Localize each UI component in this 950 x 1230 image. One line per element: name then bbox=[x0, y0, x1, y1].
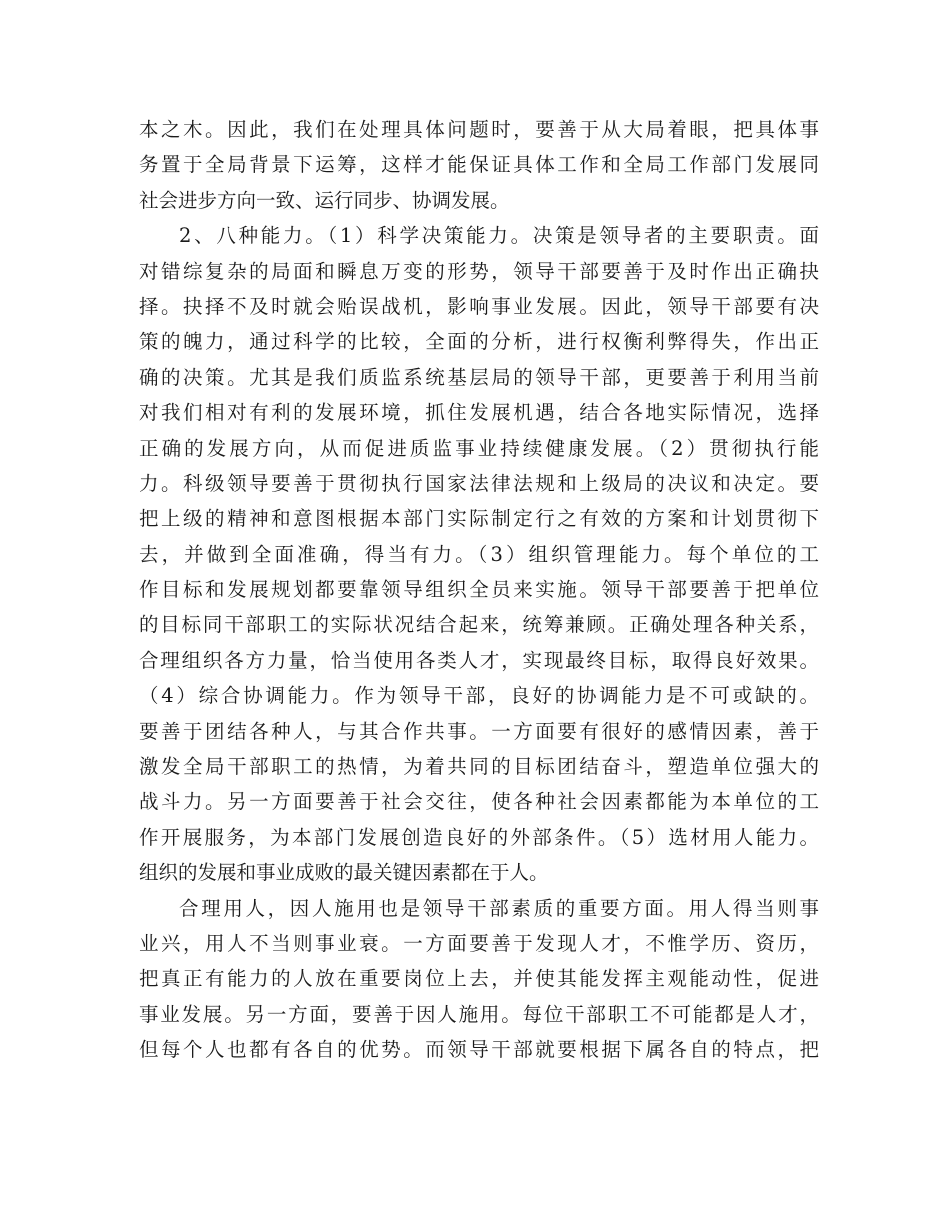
text-line: 确的决策。尤其是我们质监系统基层局的领导干部，更要善于利用当前 bbox=[139, 365, 819, 389]
text-line: 但每个人也都有各自的优势。而领导干部就要根据下属各自的特点，把 bbox=[139, 1038, 819, 1062]
text-line: 激发全局干部职工的热情，为着共同的目标团结奋斗，塑造单位强大的 bbox=[139, 755, 819, 779]
text-line: 作开展服务，为本部门发展创造良好的外部条件。（5）选材用人能力。 bbox=[139, 825, 819, 849]
text-line: 要善于团结各种人，与其合作共事。一方面要有很好的感情因素，善于 bbox=[139, 719, 819, 743]
text-line: 的目标同干部职工的实际状况结合起来，统筹兼顾。正确处理各种关系， bbox=[139, 613, 819, 637]
text-line: 把上级的精神和意图根据本部门实际制定行之有效的方案和计划贯彻下 bbox=[139, 507, 819, 531]
text-line: 去，并做到全面准确，得当有力。（3）组织管理能力。每个单位的工 bbox=[139, 542, 819, 566]
text-line: 作目标和发展规划都要靠领导组织全员来实施。领导干部要善于把单位 bbox=[139, 578, 819, 602]
text-line: 业兴，用人不当则事业衰。一方面要善于发现人才，不惟学历、资历， bbox=[139, 931, 819, 955]
text-line: 务置于全局背景下运筹，这样才能保证具体工作和全局工作部门发展同 bbox=[139, 153, 819, 177]
paragraph-first-line: 2、八种能力。（1）科学决策能力。决策是领导者的主要职责。面 bbox=[179, 224, 819, 248]
paragraph-first-line: 合理用人，因人施用也是领导干部素质的重要方面。用人得当则事 bbox=[179, 896, 819, 920]
text-line: 对我们相对有利的发展环境，抓住发展机遇，结合各地实际情况，选择 bbox=[139, 401, 819, 425]
text-line: 策的魄力，通过科学的比较，全面的分析，进行权衡利弊得失，作出正 bbox=[139, 330, 819, 354]
text-line: 力。科级领导要善于贯彻执行国家法律法规和上级局的决议和决定。要 bbox=[139, 471, 819, 495]
text-line: 对错综复杂的局面和瞬息万变的形势，领导干部要善于及时作出正确抉 bbox=[139, 259, 819, 283]
text-line: 把真正有能力的人放在重要岗位上去，并使其能发挥主观能动性，促进 bbox=[139, 967, 819, 991]
body-text bbox=[139, 112, 819, 1068]
text-line: 组织的发展和事业成败的最关键因素都在于人。 bbox=[139, 861, 549, 885]
text-line: 合理组织各方力量，恰当使用各类人才，实现最终目标，取得良好效果。 bbox=[139, 648, 819, 672]
text-line: （4）综合协调能力。作为领导干部，良好的协调能力是不可或缺的。 bbox=[139, 684, 819, 708]
text-line: 择。抉择不及时就会贻误战机，影响事业发展。因此，领导干部要有决 bbox=[139, 294, 819, 318]
text-line: 事业发展。另一方面，要善于因人施用。每位干部职工不可能都是人才， bbox=[139, 1002, 819, 1026]
text-line: 战斗力。另一方面要善于社会交往，使各种社会因素都能为本单位的工 bbox=[139, 790, 819, 814]
text-line: 本之木。因此，我们在处理具体问题时，要善于从大局着眼，把具体事 bbox=[139, 118, 819, 141]
text-line: 正确的发展方向，从而促进质监事业持续健康发展。（2）贯彻执行能 bbox=[139, 436, 819, 460]
text-line: 社会进步方向一致、运行同步、协调发展。 bbox=[139, 188, 510, 212]
